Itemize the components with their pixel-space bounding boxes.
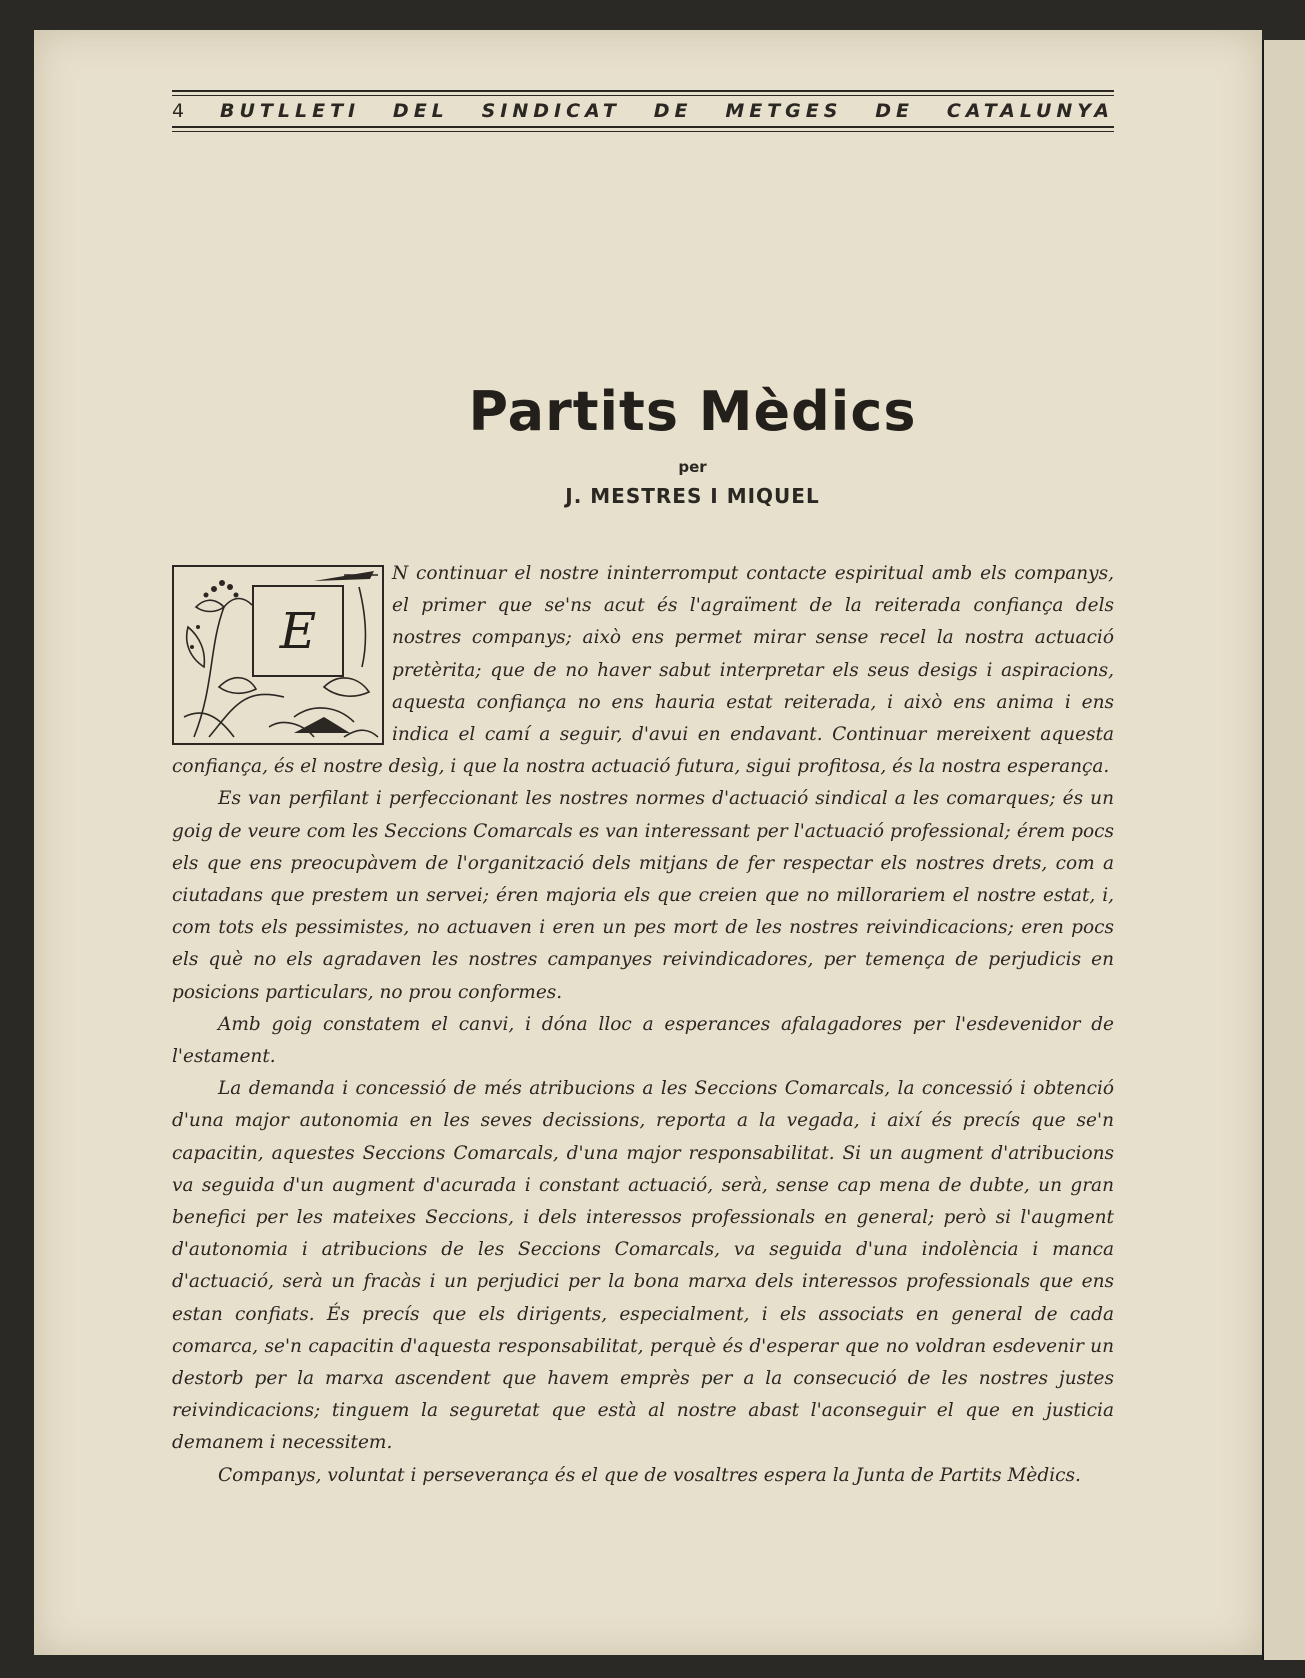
running-title-word: SINDICAT	[481, 100, 621, 122]
article-body	[172, 558, 1114, 1492]
running-title-word: DEL	[392, 100, 449, 122]
paragraph: Amb goig constatem el canvi, i dóna lloc a esperances afalagadores per l'esdevenidor de l'estament.	[172, 1013, 1114, 1068]
running-header	[172, 90, 1114, 132]
page-number: 4	[172, 100, 185, 122]
running-title	[220, 100, 1114, 122]
drop-cap-letter: E	[252, 585, 344, 677]
running-title-word: CATALUNYA	[946, 100, 1114, 122]
header-row	[172, 96, 1114, 126]
article-title: Partits Mèdics	[468, 380, 917, 443]
running-title-word: METGES	[725, 100, 843, 122]
running-title-word: DE	[875, 100, 915, 122]
running-title-word: DE	[653, 100, 693, 122]
paragraph: N continuar el nostre ininterromput contacte espiritual amb els companys, el primer que se'ns acut és l'agraïment de la reiterada confiança dels nostres companys; això ens permet mirar sense recel la nostra actuació pretèrita; que de no haver sabut interpretar els seus desigs i aspiracions, aquesta confiança no ens hauria estat reiterada, i això ens anima i ens indica el camí a seguir, d'avui en endavant. Continuar mereixent aquesta confiança, és el nostre desìg, i que la nostra actuació futura, sigui profitosa, és la nostra esperança.	[172, 563, 1114, 778]
header-rule-top	[172, 90, 1114, 92]
byline-author: J. MESTRES I MIQUEL	[565, 484, 820, 508]
next-page-edge	[1262, 40, 1305, 1660]
running-title-word: BUTLLETI	[220, 100, 361, 122]
header-rule-bottom-thin	[172, 131, 1114, 132]
header-rule-bottom	[172, 126, 1114, 128]
paragraph: Companys, voluntat i perseverança és el que de vosaltres espera la Junta de Partits Mèdics.	[218, 1464, 1081, 1486]
byline-per: per	[678, 458, 707, 476]
paragraph: Es van perfilant i perfeccionant les nostres normes d'actuació sindical a les comarques; és un goig de veure com les Seccions Comarcals es van interessant per l'actuació professional; érem pocs els que ens preocupàvem de l'organització dels mitjans de fer respectar els nostres drets, com a ciutadans que prestem un servei; éren majoria els que creien que no millorariem el nostre estat, i, com tots els pessimistes, no actuaven i eren un pes mort de les nostres reivindicacions; eren pocs els què no els agradaven les nostres campanyes reivindicadores, per temença de perjudicis en posicions particulars, no prou conformes.	[172, 788, 1114, 1003]
paragraph: La demanda i concessió de més atribucions a les Seccions Comarcals, la concessió i obtenció d'una major autonomia en les seves decissions, reporta a la vegada, i així és precís que se'n capacitin, aquestes Seccions Comarcals, d'una major responsabilitat. Si un augment d'atribucions va seguida d'un augment d'acurada i constant actuació, serà, sense cap mena de dubte, un gran benefici per les mateixes Seccions, i dels interessos professionals en general; però si l'augment d'autonomia i atribucions de les Seccions Comarcals, va seguida d'una indolència i manca d'actuació, serà un fracàs i un perjudici per la bona marxa dels interessos professionals que ens estan confiats. És precís que els dirigents, especialment, i els associats en general de cada comarca, se'n capacitin d'aquesta responsabilitat, perquè és d'esperar que no voldran esdevenir un destorb per la marxa ascendent que havem emprès per a la consecució de les nostres justes reivindicacions; tinguem la seguretat que està al nostre abast l'aconseguir el que en justicia demanem i necessitem.	[172, 1078, 1114, 1454]
initial-spacer	[172, 558, 392, 748]
